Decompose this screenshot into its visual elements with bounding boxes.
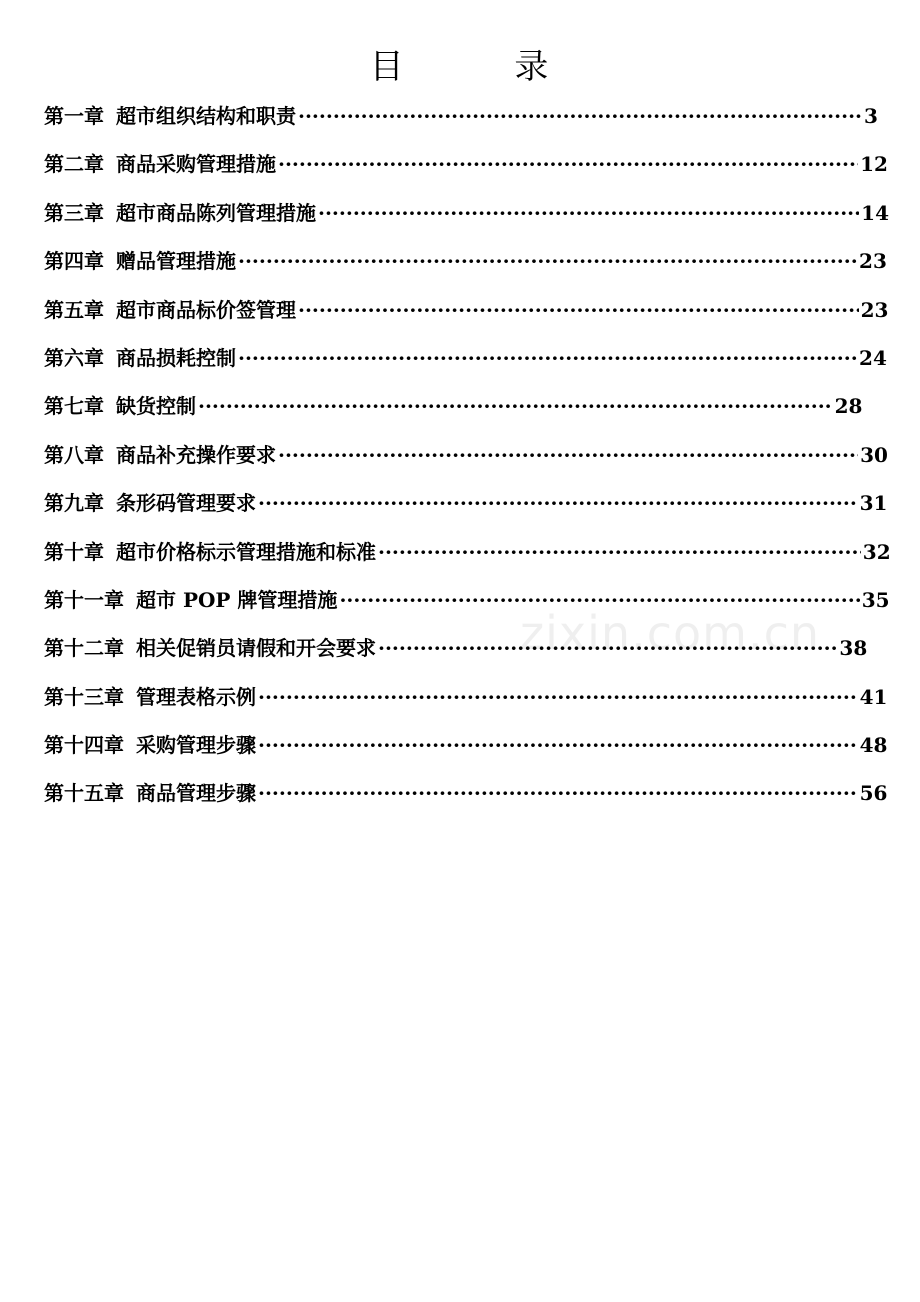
toc-page-number: 24 — [859, 345, 887, 370]
toc-chapter-title: 超市价格标示管理措施和标准 — [116, 539, 376, 564]
toc-chapter-title: 管理表格示例 — [136, 684, 256, 709]
toc-chapter-number: 第五章 — [44, 297, 104, 322]
toc-entry[interactable] — [44, 721, 888, 769]
toc-chapter-number: 第四章 — [44, 249, 104, 274]
toc-chapter-title: 商品损耗控制 — [116, 345, 236, 370]
toc-page-number: 41 — [859, 684, 888, 709]
toc-dot-leader — [278, 140, 858, 188]
toc-entry[interactable] — [44, 431, 888, 479]
toc-chapter-number: 第一章 — [44, 104, 104, 128]
toc-dot-leader — [298, 286, 859, 334]
toc-page-number: 32 — [862, 539, 891, 564]
toc-chapter-title: 赠品管理措施 — [116, 249, 236, 274]
toc-chapter-number: 第六章 — [44, 345, 104, 370]
toc-chapter-number: 第三章 — [44, 200, 104, 225]
toc-entry[interactable] — [44, 673, 888, 721]
toc-page-number: 12 — [860, 152, 888, 177]
toc-page-number: 23 — [859, 249, 887, 274]
toc-chapter-title: 商品管理步骤 — [136, 781, 256, 806]
toc-chapter-number: 第九章 — [44, 491, 104, 516]
toc-page-number: 23 — [860, 297, 889, 322]
toc-chapter-number: 第十五章 — [44, 781, 124, 806]
toc-page-number: 48 — [859, 733, 888, 758]
toc-page-number: 35 — [861, 587, 890, 612]
toc-page-number: 38 — [839, 636, 868, 661]
toc-chapter-title: 超市商品标价签管理 — [116, 297, 296, 322]
toc-chapter-title: 超市组织结构和职责 — [116, 104, 296, 128]
toc-entry[interactable] — [44, 334, 887, 382]
toc-dot-leader — [238, 237, 857, 285]
toc-entry[interactable] — [44, 528, 891, 576]
toc-dot-leader — [378, 528, 861, 576]
toc-dot-leader — [198, 382, 833, 430]
toc-page-number: 31 — [859, 491, 888, 516]
toc-entry[interactable] — [44, 286, 889, 334]
toc-chapter-number: 第十二章 — [44, 636, 124, 661]
toc-chapter-title: 商品采购管理措施 — [116, 152, 276, 177]
toc-dot-leader — [258, 769, 858, 817]
toc-entry[interactable] — [44, 237, 887, 285]
toc-dot-leader — [238, 334, 857, 382]
toc-dot-leader — [278, 431, 858, 479]
toc-chapter-number: 第十四章 — [44, 733, 124, 758]
toc-chapter-number: 第十三章 — [44, 684, 124, 709]
toc-chapter-title: 相关促销员请假和开会要求 — [136, 636, 376, 661]
toc-chapter-number: 第十一章 — [44, 587, 124, 612]
toc-entry[interactable] — [44, 92, 876, 140]
toc-page-number: 14 — [861, 200, 890, 225]
page-title: 目 录 — [369, 47, 551, 87]
watermark: zixin.com.cn — [520, 606, 821, 660]
toc-entry[interactable] — [44, 189, 890, 237]
toc-chapter-number: 第八章 — [44, 442, 104, 467]
toc-page-number: 28 — [834, 394, 863, 419]
toc-chapter-title: 缺货控制 — [116, 394, 196, 419]
toc-chapter-title: 采购管理步骤 — [136, 733, 256, 758]
toc-chapter-title: 超市商品陈列管理措施 — [116, 200, 316, 225]
toc-dot-leader — [258, 479, 858, 527]
toc-chapter-title: 商品补充操作要求 — [116, 442, 276, 467]
toc-chapter-number: 第七章 — [44, 394, 104, 419]
toc-entry[interactable] — [44, 479, 888, 527]
toc-chapter-title: 超市 POP 牌管理措施 — [136, 587, 338, 612]
toc-entry[interactable] — [44, 382, 876, 430]
toc-dot-leader — [298, 92, 862, 140]
toc-dot-leader — [258, 673, 858, 721]
toc-chapter-number: 第二章 — [44, 152, 104, 177]
toc-entry[interactable] — [44, 769, 888, 817]
toc-page-number: 30 — [860, 442, 888, 467]
toc-chapter-title: 条形码管理要求 — [116, 491, 256, 516]
toc-dot-leader — [258, 721, 858, 769]
toc-chapter-number: 第十章 — [44, 539, 104, 564]
table-of-contents — [44, 92, 891, 818]
toc-dot-leader — [318, 189, 859, 237]
toc-entry[interactable] — [44, 140, 888, 188]
toc-page-number: 56 — [859, 781, 888, 806]
toc-page-number: 3 — [864, 104, 878, 128]
